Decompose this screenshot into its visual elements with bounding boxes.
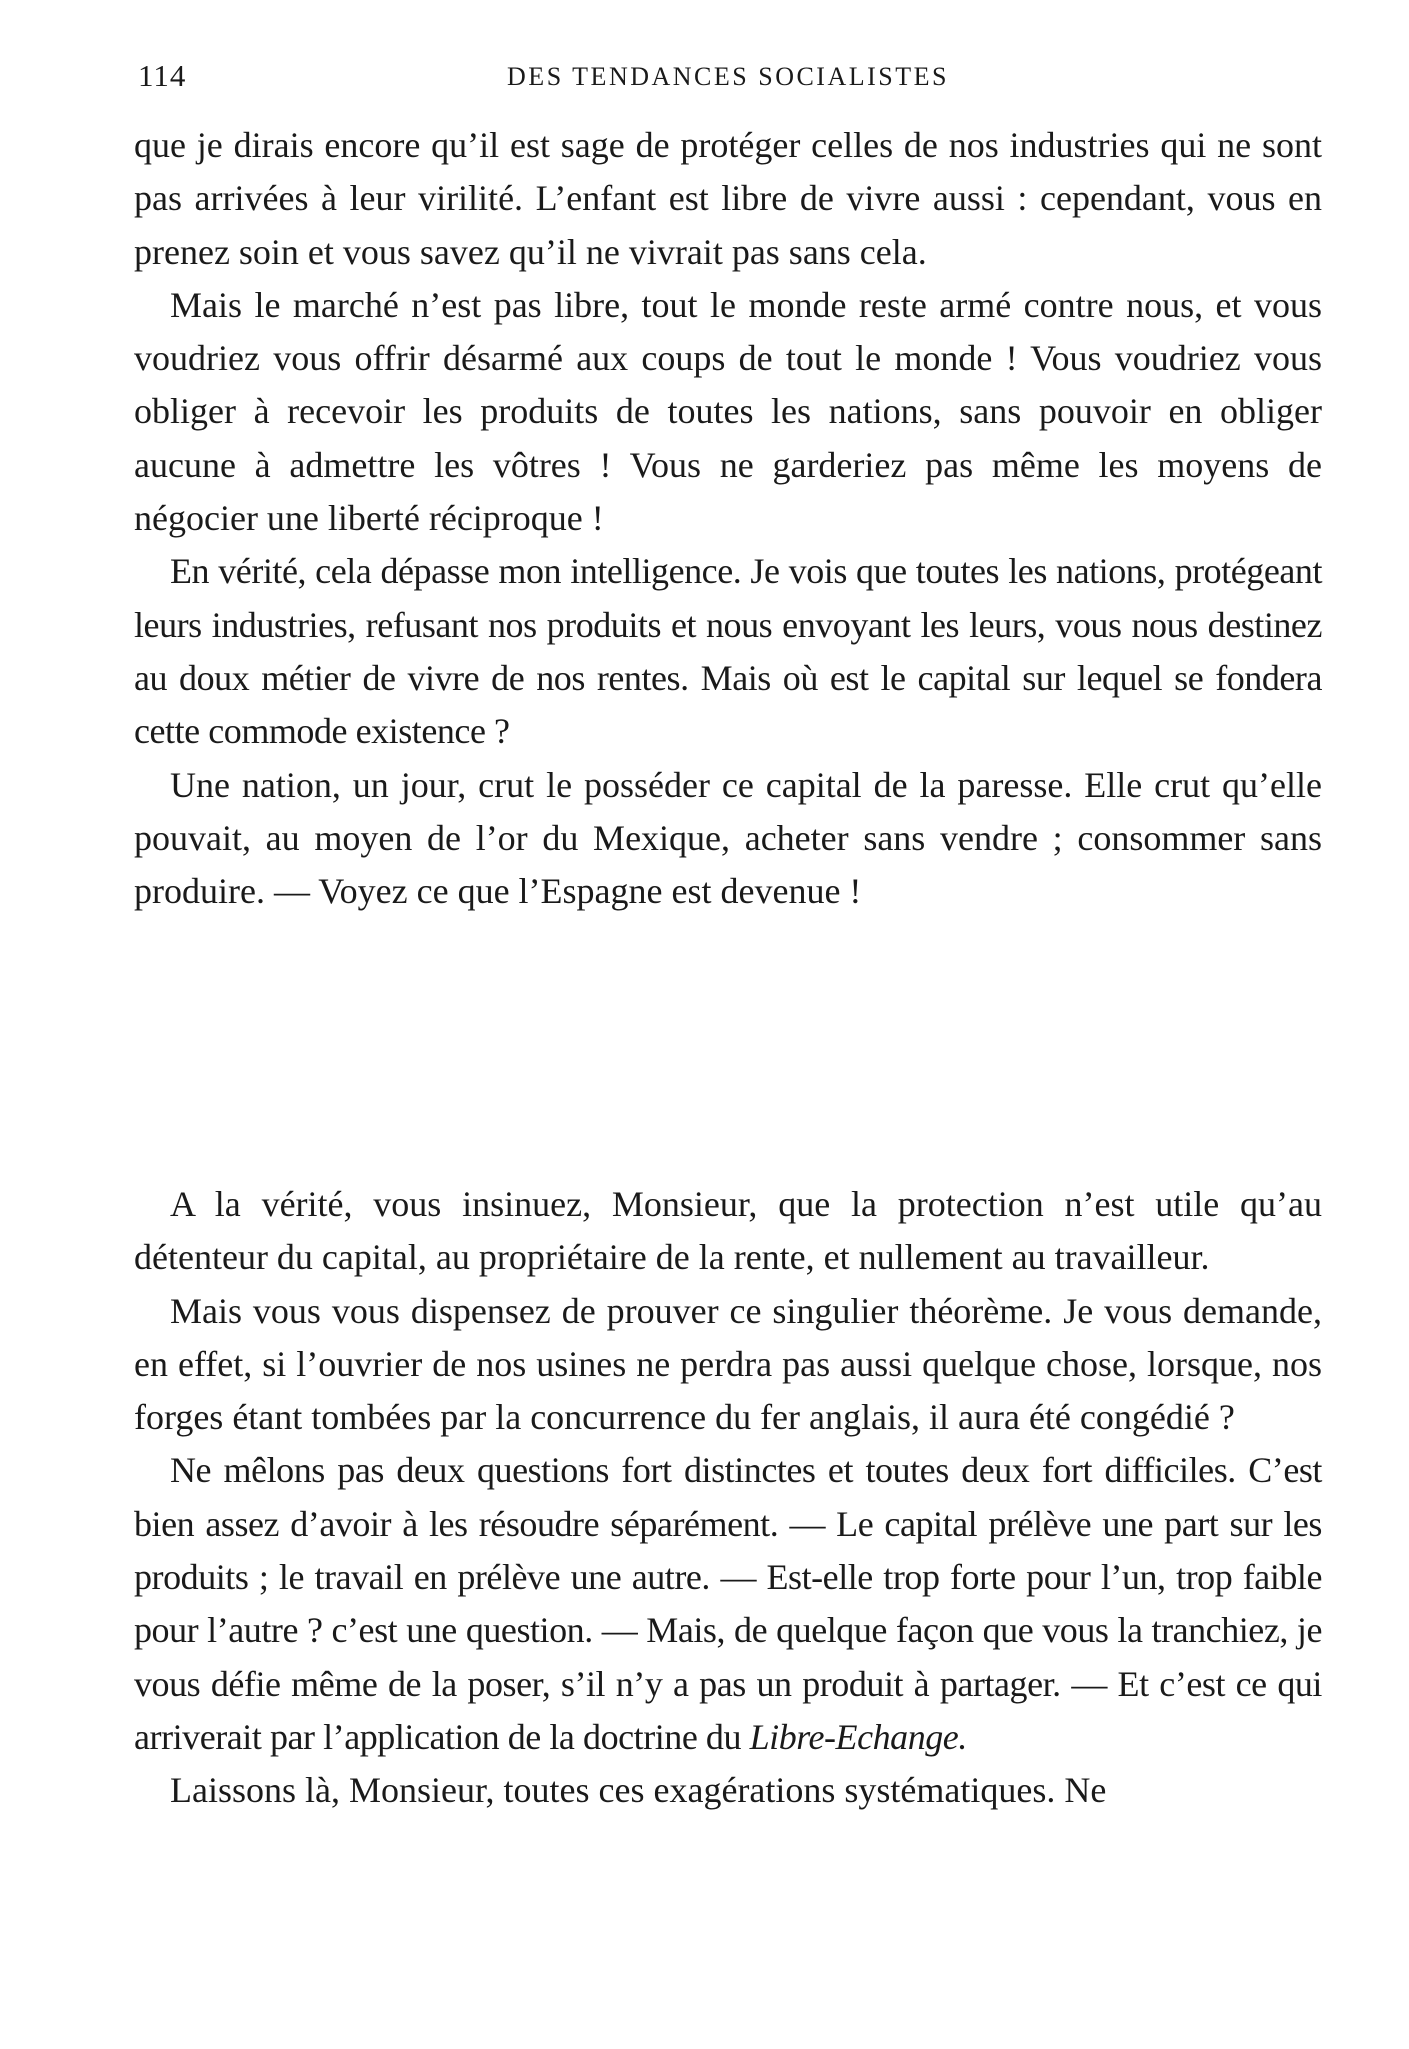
paragraph: En vérité, cela dépasse mon intelligence. Je vois que toutes les nations, protégeant leurs industries, refusant nos produits et nous envoyant les leurs, vous nous destinez au doux métier de vivre de nos rentes. Mais où est le capital sur lequel se fondera cette commode existence ? [134,551,1322,752]
page-number: 114 [138,58,187,93]
paragraph: Mais vous vous dispensez de prouver ce singulier théorème. Je vous demande, en effet, si l’ouvrier de nos usines ne perdra pas aussi quelque chose, lorsque, nos forges étant tombées par la concurrence du fer anglais, il aura été congédié ? [134,1290,1322,1438]
running-title: DES TENDANCES SOCIALISTES [507,62,949,91]
paragraph: Mais le marché n’est pas libre, tout le monde reste armé contre nous, et vous voudriez vous offrir désarmé aux coups de tout le monde ! Vous voudriez vous obliger à recevoir les produits de toutes les nations, sans pouvoir en obliger aucune à admettre les vôtres ! Vous ne garderiez pas même les moyens de négocier une liberté réciproque ! [134,284,1322,539]
paragraph: Laissons là, Monsieur, toutes ces exagérations systématiques. Ne [170,1770,1107,1811]
running-head [138,58,1318,98]
paragraph: que je dirais encore qu’il est sage de protéger celles de nos industries qui ne sont pas arrivées à leur virilité. L’enfant est libre de vivre aussi : cependant, vous en prenez soin et vous savez qu’il ne vivrait pas sans cela. [134,125,1322,272]
paragraph-text: Ne mêlons pas deux questions fort distinctes et toutes deux fort difficiles. C’est bien assez d’avoir à les résoudre séparément. — Le capital prélève une part sur les produits ; le travail en prélève une autre. — Est-elle trop forte pour l’un, trop faible pour l’autre ? c’est une question. — Mais, de quelque façon que vous la tranchiez, je vous défie même de la poser, s’il n’y a pas un produit à partager. — Et c’est ce qui arriverait par l’application de la doctrine du [134,1450,1322,1757]
paragraph: A la vérité, vous insinuez, Monsieur, que la protection n’est utile qu’au détenteur du capital, au propriétaire de la rente, et nullement au travailleur. [134,1184,1322,1278]
italic-term: Libre-Echange. [749,1716,967,1757]
paragraph: Une nation, un jour, crut le posséder ce capital de la paresse. Elle crut qu’elle pouvait, au moyen de l’or du Mexique, acheter sans vendre ; consommer sans produire. — Voyez ce que l’Espagne est devenue ! [134,764,1322,912]
text-block-first-section [134,119,1322,918]
text-block-second-section [134,1178,1322,1818]
paragraph [134,1444,1322,1764]
